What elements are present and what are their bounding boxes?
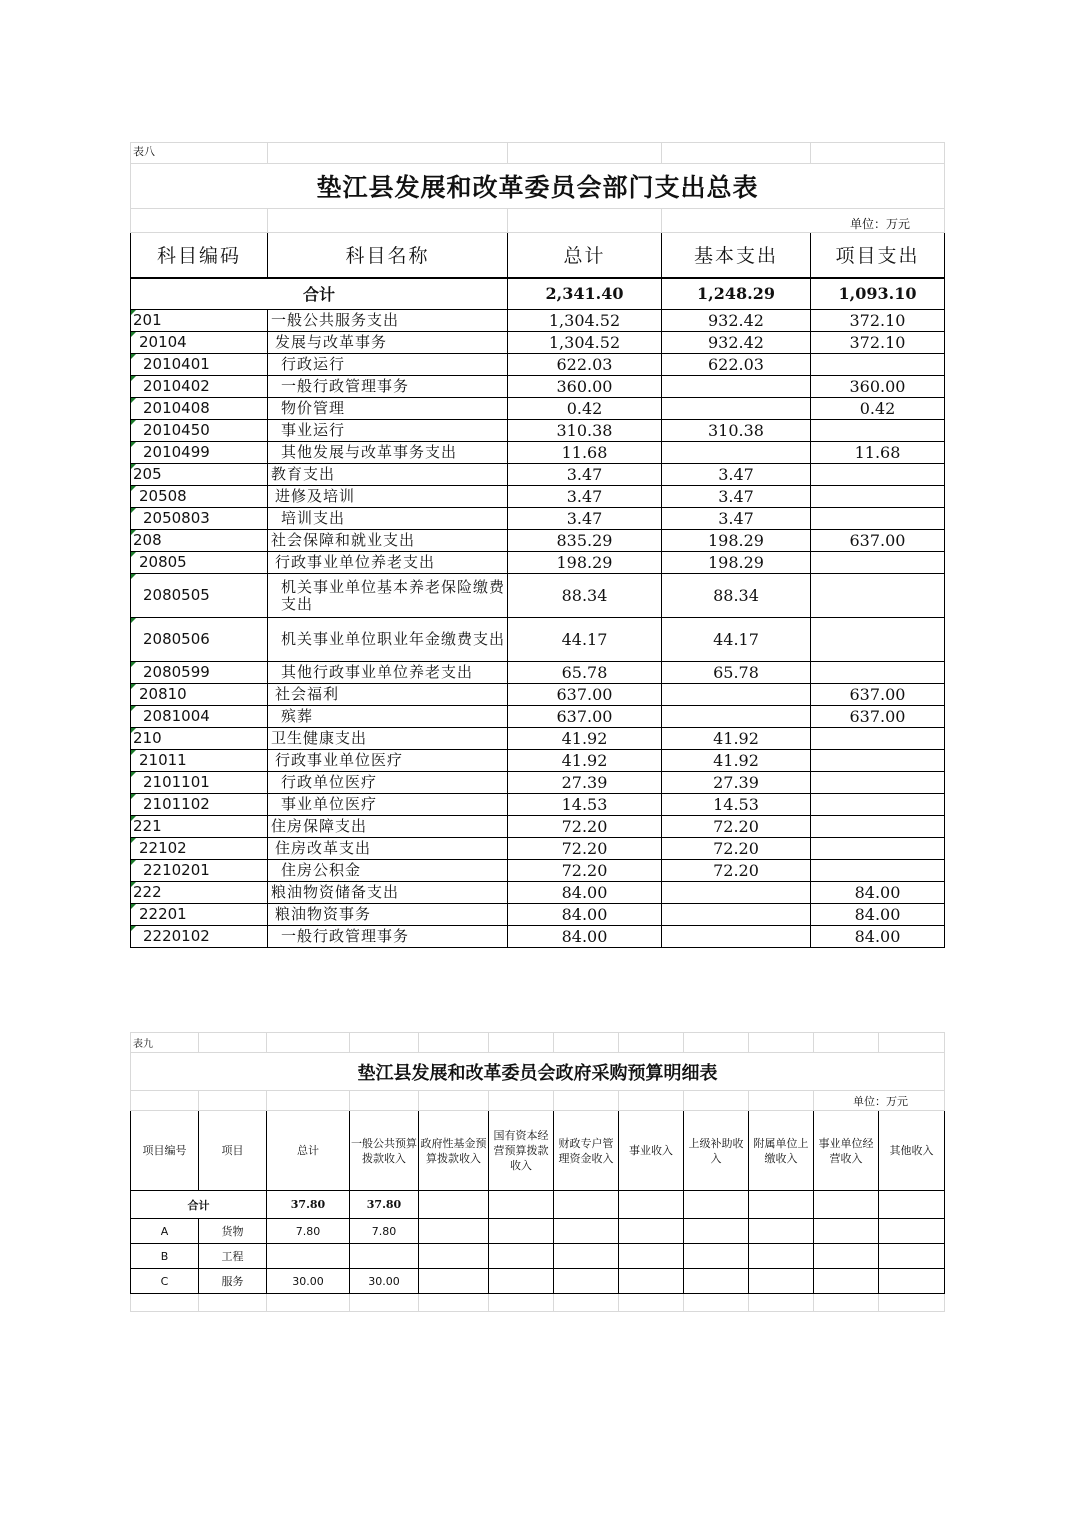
row-total: 27.39 — [508, 772, 662, 794]
empty-cell — [684, 1244, 749, 1269]
row-basic — [662, 442, 811, 464]
row-code: 20508 — [131, 486, 268, 508]
row-project: 372.10 — [811, 332, 945, 354]
table-row — [131, 728, 945, 750]
row-name: 卫生健康支出 — [268, 728, 508, 750]
empty-cell — [879, 1219, 945, 1244]
total-project: 1,093.10 — [811, 278, 945, 310]
empty-cell — [554, 1244, 619, 1269]
row-name: 一般行政管理事务 — [268, 376, 508, 398]
row-name: 行政运行 — [268, 354, 508, 376]
row-total: 30.00 — [267, 1269, 350, 1294]
header-cell: 总计 — [267, 1111, 350, 1191]
row-basic — [662, 882, 811, 904]
cell-marker-icon — [131, 618, 136, 623]
row-name: 培训支出 — [268, 508, 508, 530]
table-row — [131, 618, 945, 662]
row-basic: 932.42 — [662, 332, 811, 354]
row-code: 20104 — [131, 332, 268, 354]
row-code: 2010401 — [131, 354, 268, 376]
row-code: 205 — [131, 464, 268, 486]
header-basic: 基本支出 — [662, 233, 811, 278]
row-total: 72.20 — [508, 838, 662, 860]
total-sum: 37.80 — [267, 1191, 350, 1219]
row-basic: 72.20 — [662, 816, 811, 838]
header-cell: 上级补助收入 — [684, 1111, 749, 1191]
unit-label: 单位：万元 — [662, 209, 945, 233]
row-code: B — [131, 1244, 199, 1269]
row-code: 2101101 — [131, 772, 268, 794]
row-basic: 198.29 — [662, 552, 811, 574]
empty-cell — [814, 1244, 879, 1269]
row-code: 201 — [131, 310, 268, 332]
row-basic: 932.42 — [662, 310, 811, 332]
table-row — [131, 574, 945, 618]
row-basic — [662, 376, 811, 398]
row-project — [811, 860, 945, 882]
row-project — [811, 618, 945, 662]
row-basic: 27.39 — [662, 772, 811, 794]
row-total: 198.29 — [508, 552, 662, 574]
row-total: 7.80 — [267, 1219, 350, 1244]
total-sum: 2,341.40 — [508, 278, 662, 310]
table-row — [131, 750, 945, 772]
total-label: 合计 — [131, 1191, 267, 1219]
empty-cell — [554, 1269, 619, 1294]
empty-cell — [879, 1269, 945, 1294]
header-total: 总计 — [508, 233, 662, 278]
row-code: 2010450 — [131, 420, 268, 442]
empty-cell — [619, 1269, 684, 1294]
row-total: 637.00 — [508, 706, 662, 728]
cell-marker-icon — [131, 464, 136, 469]
row-total: 44.17 — [508, 618, 662, 662]
row-total: 14.53 — [508, 794, 662, 816]
row-name: 殡葬 — [268, 706, 508, 728]
row-project — [811, 508, 945, 530]
table-row — [131, 1219, 945, 1244]
header-project: 项目支出 — [811, 233, 945, 278]
row-project: 637.00 — [811, 684, 945, 706]
cell-marker-icon — [131, 574, 136, 579]
header-cell: 财政专户管理资金收入 — [554, 1111, 619, 1191]
empty-cell — [419, 1244, 489, 1269]
header-cell: 附属单位上缴收入 — [749, 1111, 814, 1191]
row-basic: 65.78 — [662, 662, 811, 684]
row-name: 社会福利 — [268, 684, 508, 706]
cell-marker-icon — [131, 552, 136, 557]
cell-marker-icon — [131, 882, 136, 887]
cell-marker-icon — [131, 530, 136, 535]
row-basic — [662, 684, 811, 706]
row-project: 84.00 — [811, 904, 945, 926]
table-row — [131, 464, 945, 486]
row-code: 2210201 — [131, 860, 268, 882]
total-label: 合计 — [131, 278, 508, 310]
row-code: 221 — [131, 816, 268, 838]
row-total: 84.00 — [508, 882, 662, 904]
empty-cell — [489, 1219, 554, 1244]
table-row — [131, 882, 945, 904]
row-code: 2080599 — [131, 662, 268, 684]
row-basic — [662, 904, 811, 926]
row-total: 3.47 — [508, 486, 662, 508]
row-code: 21011 — [131, 750, 268, 772]
row-project — [811, 552, 945, 574]
header-cell: 事业单位经营收入 — [814, 1111, 879, 1191]
row-project: 84.00 — [811, 882, 945, 904]
row-project: 0.42 — [811, 398, 945, 420]
row-name: 发展与改革事务 — [268, 332, 508, 354]
row-total: 637.00 — [508, 684, 662, 706]
table-row — [131, 420, 945, 442]
row-project: 360.00 — [811, 376, 945, 398]
row-general: 30.00 — [350, 1269, 419, 1294]
row-basic: 88.34 — [662, 574, 811, 618]
row-project — [811, 464, 945, 486]
cell-marker-icon — [131, 310, 136, 315]
cell-marker-icon — [131, 728, 136, 733]
table-row — [131, 398, 945, 420]
header-cell: 事业收入 — [619, 1111, 684, 1191]
cell-marker-icon — [131, 926, 136, 931]
row-total: 360.00 — [508, 376, 662, 398]
row-code: 210 — [131, 728, 268, 750]
row-total: 0.42 — [508, 398, 662, 420]
row-total — [267, 1244, 350, 1269]
row-project — [811, 838, 945, 860]
header-name: 科目名称 — [268, 233, 508, 278]
row-name: 其他行政事业单位养老支出 — [268, 662, 508, 684]
row-project — [811, 420, 945, 442]
row-name: 社会保障和就业支出 — [268, 530, 508, 552]
row-name: 机关事业单位职业年金缴费支出 — [268, 618, 508, 662]
row-basic — [662, 926, 811, 948]
cell-marker-icon — [131, 684, 136, 689]
table-row — [131, 904, 945, 926]
table-row — [131, 1244, 945, 1269]
row-code: 208 — [131, 530, 268, 552]
row-total: 3.47 — [508, 508, 662, 530]
table-row — [131, 1269, 945, 1294]
row-project: 372.10 — [811, 310, 945, 332]
table-row — [131, 310, 945, 332]
table-row — [131, 508, 945, 530]
row-project — [811, 728, 945, 750]
row-project: 637.00 — [811, 530, 945, 552]
cell-marker-icon — [131, 904, 136, 909]
row-project: 637.00 — [811, 706, 945, 728]
header-cell: 项目 — [199, 1111, 267, 1191]
empty-cell — [619, 1219, 684, 1244]
unit-label: 单位：万元 — [814, 1091, 945, 1111]
cell-marker-icon — [131, 398, 136, 403]
table-row — [131, 354, 945, 376]
table-row — [131, 662, 945, 684]
row-name: 粮油物资储备支出 — [268, 882, 508, 904]
cell-marker-icon — [131, 442, 136, 447]
cell-marker-icon — [131, 860, 136, 865]
row-code: C — [131, 1269, 199, 1294]
empty-cell — [419, 1219, 489, 1244]
cell-marker-icon — [131, 486, 136, 491]
row-name: 行政事业单位医疗 — [268, 750, 508, 772]
row-name: 住房保障支出 — [268, 816, 508, 838]
table-row — [131, 860, 945, 882]
empty-cell — [749, 1269, 814, 1294]
empty-cell — [879, 1244, 945, 1269]
row-code: 2080506 — [131, 618, 268, 662]
cell-marker-icon — [131, 794, 136, 799]
row-name: 一般公共服务支出 — [268, 310, 508, 332]
row-code: 2101102 — [131, 794, 268, 816]
row-basic: 44.17 — [662, 618, 811, 662]
cell-marker-icon — [131, 706, 136, 711]
row-total: 72.20 — [508, 816, 662, 838]
header-cell: 一般公共预算拨款收入 — [350, 1111, 419, 1191]
row-total: 1,304.52 — [508, 332, 662, 354]
row-name: 其他发展与改革事务支出 — [268, 442, 508, 464]
table-row — [131, 486, 945, 508]
row-name: 事业单位医疗 — [268, 794, 508, 816]
row-name: 住房改革支出 — [268, 838, 508, 860]
row-project — [811, 486, 945, 508]
row-name: 行政单位医疗 — [268, 772, 508, 794]
empty-cell — [554, 1219, 619, 1244]
row-total: 1,304.52 — [508, 310, 662, 332]
cell-marker-icon — [131, 376, 136, 381]
row-basic: 3.47 — [662, 464, 811, 486]
row-basic: 41.92 — [662, 728, 811, 750]
table-title: 垫江县发展和改革委员会部门支出总表 — [131, 164, 945, 209]
empty-cell — [489, 1244, 554, 1269]
cell-marker-icon — [131, 750, 136, 755]
empty-cell — [814, 1219, 879, 1244]
row-name: 物价管理 — [268, 398, 508, 420]
row-basic: 14.53 — [662, 794, 811, 816]
header-cell: 项目编号 — [131, 1111, 199, 1191]
table-label: 表八 — [131, 143, 268, 164]
table-label: 表九 — [131, 1033, 199, 1053]
cell-marker-icon — [131, 420, 136, 425]
row-project: 84.00 — [811, 926, 945, 948]
row-general: 7.80 — [350, 1219, 419, 1244]
row-name: 一般行政管理事务 — [268, 926, 508, 948]
row-total: 622.03 — [508, 354, 662, 376]
cell-marker-icon — [131, 838, 136, 843]
table-row — [131, 838, 945, 860]
row-code: 2010499 — [131, 442, 268, 464]
empty-cell — [684, 1269, 749, 1294]
row-total: 84.00 — [508, 926, 662, 948]
row-basic: 622.03 — [662, 354, 811, 376]
row-project: 11.68 — [811, 442, 945, 464]
row-project — [811, 772, 945, 794]
table-row — [131, 530, 945, 552]
cell-marker-icon — [131, 332, 136, 337]
row-total: 41.92 — [508, 750, 662, 772]
table-row — [131, 332, 945, 354]
row-code: 2010402 — [131, 376, 268, 398]
row-project — [811, 794, 945, 816]
row-code: 22201 — [131, 904, 268, 926]
row-basic: 3.47 — [662, 508, 811, 530]
empty-cell — [814, 1269, 879, 1294]
row-code: 2220102 — [131, 926, 268, 948]
table-row — [131, 926, 945, 948]
table-row — [131, 684, 945, 706]
row-name: 粮油物资事务 — [268, 904, 508, 926]
row-total: 88.34 — [508, 574, 662, 618]
row-project — [811, 750, 945, 772]
row-name: 机关事业单位基本养老保险缴费支出 — [268, 574, 508, 618]
empty-cell — [684, 1219, 749, 1244]
cell-marker-icon — [131, 354, 136, 359]
row-total: 11.68 — [508, 442, 662, 464]
total-basic: 1,248.29 — [662, 278, 811, 310]
row-total: 310.38 — [508, 420, 662, 442]
row-total: 84.00 — [508, 904, 662, 926]
row-code: 2080505 — [131, 574, 268, 618]
row-name: 事业运行 — [268, 420, 508, 442]
row-code: 2010408 — [131, 398, 268, 420]
empty-cell — [489, 1269, 554, 1294]
table-row — [131, 772, 945, 794]
expenditure-summary-table — [130, 142, 945, 948]
empty-cell — [749, 1219, 814, 1244]
row-name: 行政事业单位养老支出 — [268, 552, 508, 574]
row-code: 22102 — [131, 838, 268, 860]
row-project — [811, 574, 945, 618]
cell-marker-icon — [131, 772, 136, 777]
empty-cell — [619, 1244, 684, 1269]
empty-cell — [419, 1269, 489, 1294]
table-row — [131, 816, 945, 838]
row-code: 20805 — [131, 552, 268, 574]
table-row — [131, 552, 945, 574]
row-total: 835.29 — [508, 530, 662, 552]
row-total: 3.47 — [508, 464, 662, 486]
row-project — [811, 662, 945, 684]
row-code: 222 — [131, 882, 268, 904]
row-total: 41.92 — [508, 728, 662, 750]
total-general: 37.80 — [350, 1191, 419, 1219]
header-cell: 政府性基金预算拨款收入 — [419, 1111, 489, 1191]
row-code: A — [131, 1219, 199, 1244]
cell-marker-icon — [131, 662, 136, 667]
procurement-budget-table — [130, 1032, 945, 1312]
row-item: 工程 — [199, 1244, 267, 1269]
header-cell: 国有资本经营预算拨款收入 — [489, 1111, 554, 1191]
row-item: 服务 — [199, 1269, 267, 1294]
row-basic: 72.20 — [662, 860, 811, 882]
row-basic: 3.47 — [662, 486, 811, 508]
row-basic: 72.20 — [662, 838, 811, 860]
row-basic: 41.92 — [662, 750, 811, 772]
row-basic: 310.38 — [662, 420, 811, 442]
row-name: 住房公积金 — [268, 860, 508, 882]
row-basic — [662, 706, 811, 728]
row-total: 72.20 — [508, 860, 662, 882]
table-row — [131, 706, 945, 728]
header-code: 科目编码 — [131, 233, 268, 278]
cell-marker-icon — [131, 816, 136, 821]
row-basic: 198.29 — [662, 530, 811, 552]
row-code: 2081004 — [131, 706, 268, 728]
row-code: 20810 — [131, 684, 268, 706]
table-title: 垫江县发展和改革委员会政府采购预算明细表 — [131, 1053, 945, 1091]
row-project — [811, 816, 945, 838]
table-row — [131, 376, 945, 398]
row-general — [350, 1244, 419, 1269]
row-name: 进修及培训 — [268, 486, 508, 508]
header-cell: 其他收入 — [879, 1111, 945, 1191]
row-item: 货物 — [199, 1219, 267, 1244]
row-total: 65.78 — [508, 662, 662, 684]
table-row — [131, 442, 945, 464]
empty-cell — [749, 1244, 814, 1269]
row-project — [811, 354, 945, 376]
row-code: 2050803 — [131, 508, 268, 530]
cell-marker-icon — [131, 508, 136, 513]
row-basic — [662, 398, 811, 420]
table-row — [131, 794, 945, 816]
row-name: 教育支出 — [268, 464, 508, 486]
